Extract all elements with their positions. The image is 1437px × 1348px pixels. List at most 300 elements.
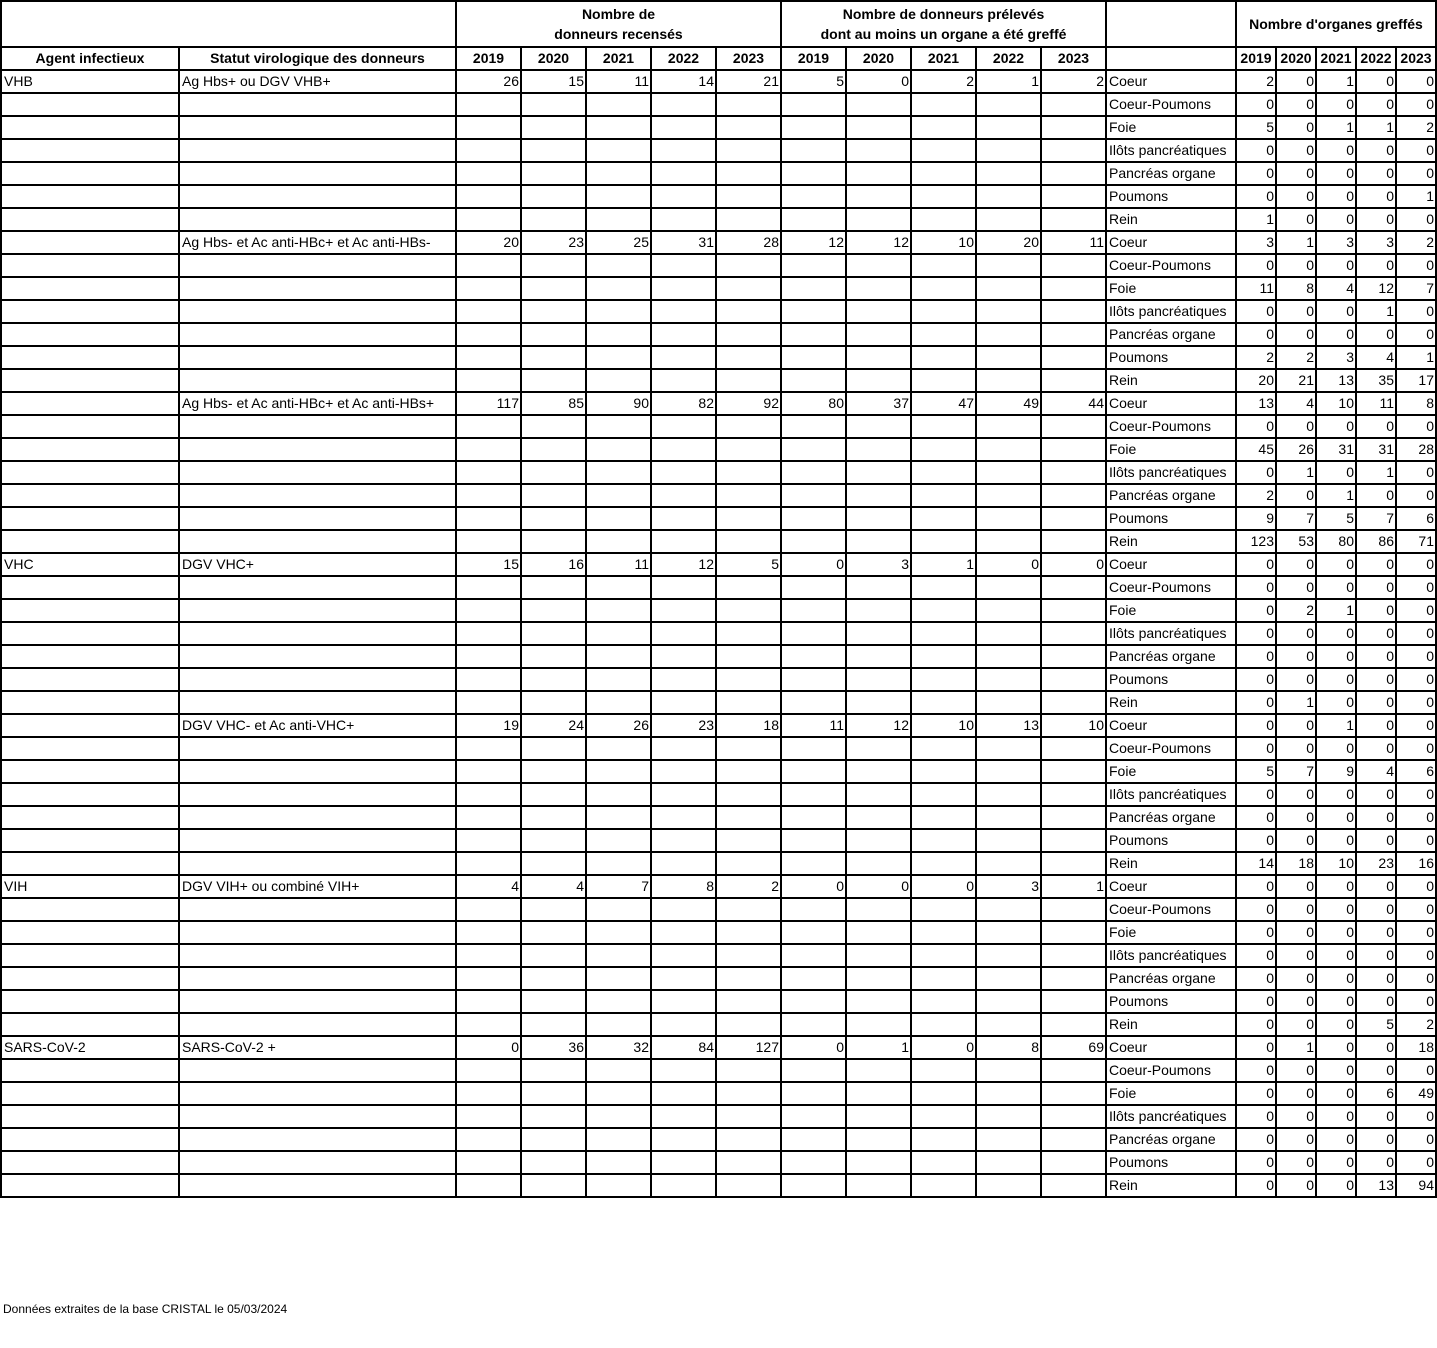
greffes-cell: 0: [1316, 668, 1356, 691]
statut-cell: [179, 162, 456, 185]
recenses-cell: [586, 645, 651, 668]
table-row: [1, 1082, 1436, 1105]
greffes-cell: 10: [1316, 392, 1356, 415]
year-header: 2023: [1396, 47, 1436, 70]
preleves-cell: [781, 139, 846, 162]
greffes-cell: 1: [1276, 461, 1316, 484]
recenses-cell: 18: [716, 714, 781, 737]
recenses-cell: [586, 599, 651, 622]
greffes-cell: 5: [1236, 116, 1276, 139]
organ-name-cell: Ilôts pancréatiques: [1106, 139, 1236, 162]
preleves-cell: [846, 1128, 911, 1151]
statut-cell: [179, 990, 456, 1013]
preleves-cell: [781, 668, 846, 691]
organ-name-cell: Coeur-Poumons: [1106, 576, 1236, 599]
recenses-cell: [586, 185, 651, 208]
greffes-cell: 0: [1236, 323, 1276, 346]
agent-cell: [1, 1082, 179, 1105]
greffes-cell: 0: [1316, 254, 1356, 277]
recenses-cell: [521, 139, 586, 162]
header-blank-left: [1, 1, 456, 47]
recenses-cell: [651, 829, 716, 852]
statut-cell: [179, 415, 456, 438]
preleves-cell: [976, 852, 1041, 875]
recenses-cell: [456, 162, 521, 185]
recenses-cell: [651, 415, 716, 438]
greffes-cell: 28: [1396, 438, 1436, 461]
preleves-cell: [911, 852, 976, 875]
source-footnote: Données extraites de la base CRISTAL le 05/03/2024: [3, 1302, 288, 1316]
greffes-cell: 0: [1276, 645, 1316, 668]
preleves-cell: [1041, 1174, 1106, 1197]
greffes-cell: 0: [1396, 875, 1436, 898]
greffes-cell: 0: [1236, 1036, 1276, 1059]
preleves-cell: [911, 277, 976, 300]
greffes-cell: 0: [1316, 990, 1356, 1013]
recenses-cell: [716, 829, 781, 852]
greffes-cell: 16: [1396, 852, 1436, 875]
year-header: 2022: [1356, 47, 1396, 70]
recenses-cell: [716, 760, 781, 783]
greffes-cell: 0: [1236, 668, 1276, 691]
recenses-cell: [456, 783, 521, 806]
preleves-cell: [911, 829, 976, 852]
preleves-cell: [976, 254, 1041, 277]
greffes-cell: 0: [1316, 1174, 1356, 1197]
greffes-cell: 0: [1276, 70, 1316, 93]
greffes-cell: 0: [1396, 783, 1436, 806]
greffes-cell: 0: [1276, 576, 1316, 599]
recenses-cell: [521, 944, 586, 967]
preleves-cell: [846, 622, 911, 645]
preleves-cell: [781, 599, 846, 622]
recenses-cell: [586, 691, 651, 714]
recenses-cell: [586, 484, 651, 507]
header-row-years: [1, 47, 1436, 70]
preleves-cell: [976, 668, 1041, 691]
recenses-cell: 2: [716, 875, 781, 898]
greffes-cell: 0: [1316, 415, 1356, 438]
preleves-cell: [976, 277, 1041, 300]
table-row: [1, 875, 1436, 898]
greffes-cell: 0: [1236, 162, 1276, 185]
recenses-cell: [651, 1059, 716, 1082]
table-row: [1, 990, 1436, 1013]
organ-name-cell: Pancréas organe: [1106, 1128, 1236, 1151]
recenses-cell: [456, 668, 521, 691]
statut-cell: Ag Hbs- et Ac anti-HBc+ et Ac anti-HBs+: [179, 392, 456, 415]
greffes-cell: 0: [1396, 829, 1436, 852]
recenses-cell: [716, 208, 781, 231]
recenses-cell: 24: [521, 714, 586, 737]
preleves-cell: [781, 300, 846, 323]
recenses-cell: [716, 484, 781, 507]
preleves-cell: 10: [911, 714, 976, 737]
greffes-cell: 31: [1316, 438, 1356, 461]
greffes-cell: 7: [1276, 760, 1316, 783]
agent-cell: [1, 691, 179, 714]
statut-cell: [179, 323, 456, 346]
greffes-cell: 0: [1396, 461, 1436, 484]
preleves-cell: [781, 760, 846, 783]
agent-cell: [1, 944, 179, 967]
recenses-cell: 7: [586, 875, 651, 898]
statut-cell: Ag Hbs+ ou DGV VHB+: [179, 70, 456, 93]
recenses-cell: [586, 760, 651, 783]
organ-name-cell: Ilôts pancréatiques: [1106, 783, 1236, 806]
recenses-cell: [521, 484, 586, 507]
recenses-cell: [716, 852, 781, 875]
recenses-cell: 84: [651, 1036, 716, 1059]
recenses-cell: [651, 530, 716, 553]
preleves-cell: [911, 898, 976, 921]
preleves-cell: [1041, 530, 1106, 553]
agent-cell: [1, 622, 179, 645]
recenses-cell: [456, 645, 521, 668]
recenses-cell: [456, 1174, 521, 1197]
greffes-cell: 0: [1356, 415, 1396, 438]
table-row: [1, 415, 1436, 438]
preleves-cell: [1041, 1059, 1106, 1082]
organ-name-cell: Foie: [1106, 1082, 1236, 1105]
preleves-cell: [846, 530, 911, 553]
preleves-cell: [846, 323, 911, 346]
agent-cell: [1, 1013, 179, 1036]
table-row: [1, 1151, 1436, 1174]
greffes-cell: 0: [1276, 990, 1316, 1013]
preleves-cell: [781, 691, 846, 714]
agent-cell: [1, 162, 179, 185]
greffes-cell: 23: [1356, 852, 1396, 875]
recenses-cell: [456, 944, 521, 967]
greffes-cell: 0: [1396, 1105, 1436, 1128]
greffes-cell: 0: [1276, 415, 1316, 438]
preleves-cell: [1041, 1013, 1106, 1036]
greffes-cell: 0: [1316, 1059, 1356, 1082]
preleves-cell: [911, 461, 976, 484]
agent-cell: [1, 300, 179, 323]
greffes-cell: 86: [1356, 530, 1396, 553]
preleves-cell: [846, 162, 911, 185]
recenses-cell: [521, 93, 586, 116]
table-row: [1, 944, 1436, 967]
greffes-cell: 0: [1316, 829, 1356, 852]
statut-cell: [179, 530, 456, 553]
table-row: [1, 139, 1436, 162]
preleves-cell: [976, 783, 1041, 806]
table-row: [1, 346, 1436, 369]
recenses-cell: [586, 783, 651, 806]
preleves-cell: [846, 139, 911, 162]
preleves-cell: [781, 484, 846, 507]
statut-cell: [179, 277, 456, 300]
greffes-cell: 1: [1316, 70, 1356, 93]
preleves-cell: [1041, 346, 1106, 369]
greffes-cell: 0: [1396, 944, 1436, 967]
preleves-cell: [976, 829, 1041, 852]
preleves-cell: [781, 645, 846, 668]
recenses-cell: [716, 645, 781, 668]
agent-cell: [1, 645, 179, 668]
greffes-cell: 0: [1276, 668, 1316, 691]
statut-cell: [179, 1174, 456, 1197]
preleves-cell: [911, 944, 976, 967]
statut-cell: [179, 645, 456, 668]
preleves-cell: [781, 208, 846, 231]
preleves-cell: [911, 323, 976, 346]
preleves-cell: [911, 369, 976, 392]
preleves-cell: [846, 346, 911, 369]
recenses-cell: [456, 415, 521, 438]
greffes-cell: 0: [1356, 622, 1396, 645]
preleves-cell: [911, 576, 976, 599]
preleves-cell: [1041, 208, 1106, 231]
greffes-cell: 1: [1396, 185, 1436, 208]
greffes-cell: 0: [1236, 93, 1276, 116]
greffes-cell: 0: [1276, 898, 1316, 921]
preleves-cell: [1041, 691, 1106, 714]
agent-cell: [1, 1128, 179, 1151]
preleves-cell: [781, 346, 846, 369]
organ-header-blank: [1106, 47, 1236, 70]
greffes-cell: 1: [1316, 599, 1356, 622]
greffes-cell: 0: [1396, 806, 1436, 829]
greffes-cell: 0: [1316, 1128, 1356, 1151]
preleves-cell: [846, 944, 911, 967]
recenses-cell: [651, 116, 716, 139]
organ-name-cell: Poumons: [1106, 1151, 1236, 1174]
preleves-cell: 3: [846, 553, 911, 576]
statut-cell: [179, 1013, 456, 1036]
recenses-cell: [716, 944, 781, 967]
preleves-cell: [911, 783, 976, 806]
greffes-cell: 9: [1236, 507, 1276, 530]
recenses-cell: [716, 576, 781, 599]
greffes-cell: 0: [1396, 714, 1436, 737]
organ-name-cell: Foie: [1106, 277, 1236, 300]
recenses-cell: [521, 1128, 586, 1151]
preleves-cell: [976, 185, 1041, 208]
preleves-cell: 1: [1041, 875, 1106, 898]
greffes-cell: 5: [1356, 1013, 1396, 1036]
recenses-cell: 36: [521, 1036, 586, 1059]
recenses-cell: [521, 1105, 586, 1128]
recenses-cell: [651, 1128, 716, 1151]
greffes-cell: 0: [1396, 162, 1436, 185]
recenses-cell: [716, 185, 781, 208]
organ-name-cell: Rein: [1106, 208, 1236, 231]
preleves-cell: [911, 1013, 976, 1036]
greffes-cell: 1: [1316, 484, 1356, 507]
recenses-cell: [586, 415, 651, 438]
statut-cell: [179, 783, 456, 806]
agent-cell: [1, 392, 179, 415]
greffes-cell: 0: [1356, 93, 1396, 116]
preleves-cell: [911, 668, 976, 691]
greffes-cell: 4: [1356, 760, 1396, 783]
preleves-cell: [846, 852, 911, 875]
table-row: [1, 737, 1436, 760]
preleves-cell: [1041, 1128, 1106, 1151]
agent-cell: [1, 990, 179, 1013]
agent-cell: [1, 116, 179, 139]
recenses-cell: 23: [651, 714, 716, 737]
recenses-cell: [586, 93, 651, 116]
greffes-cell: 0: [1356, 714, 1396, 737]
preleves-cell: [976, 806, 1041, 829]
greffes-cell: 2: [1236, 346, 1276, 369]
preleves-cell: 0: [1041, 553, 1106, 576]
preleves-cell: [1041, 93, 1106, 116]
greffes-cell: 0: [1276, 553, 1316, 576]
greffes-cell: 0: [1356, 162, 1396, 185]
preleves-cell: [781, 277, 846, 300]
recenses-cell: [586, 1128, 651, 1151]
recenses-cell: [521, 185, 586, 208]
recenses-cell: 14: [651, 70, 716, 93]
organ-name-cell: Coeur-Poumons: [1106, 415, 1236, 438]
greffes-cell: 0: [1356, 323, 1396, 346]
table-row: [1, 323, 1436, 346]
greffes-cell: 1: [1276, 231, 1316, 254]
preleves-cell: 37: [846, 392, 911, 415]
greffes-cell: 6: [1356, 1082, 1396, 1105]
preleves-cell: 0: [781, 1036, 846, 1059]
organ-name-cell: Ilôts pancréatiques: [1106, 461, 1236, 484]
recenses-cell: [586, 967, 651, 990]
greffes-cell: 0: [1316, 898, 1356, 921]
table-row: [1, 1105, 1436, 1128]
recenses-cell: [716, 1059, 781, 1082]
recenses-cell: [456, 622, 521, 645]
preleves-cell: [1041, 898, 1106, 921]
recenses-cell: 21: [716, 70, 781, 93]
recenses-cell: [651, 967, 716, 990]
greffes-cell: 0: [1236, 875, 1276, 898]
table-row: [1, 231, 1436, 254]
greffes-cell: 1: [1316, 714, 1356, 737]
preleves-cell: [976, 507, 1041, 530]
recenses-cell: [456, 1082, 521, 1105]
preleves-cell: [911, 530, 976, 553]
recenses-cell: 117: [456, 392, 521, 415]
preleves-cell: [846, 1082, 911, 1105]
recenses-cell: [651, 576, 716, 599]
agent-cell: [1, 484, 179, 507]
greffes-cell: 1: [1396, 346, 1436, 369]
preleves-cell: 0: [846, 875, 911, 898]
greffes-cell: 71: [1396, 530, 1436, 553]
table-row: [1, 760, 1436, 783]
recenses-cell: [651, 1174, 716, 1197]
greffes-cell: 0: [1396, 898, 1436, 921]
statut-cell: [179, 1105, 456, 1128]
recenses-cell: [586, 1174, 651, 1197]
recenses-cell: [586, 461, 651, 484]
preleves-cell: [976, 116, 1041, 139]
greffes-cell: 0: [1316, 783, 1356, 806]
recenses-cell: [716, 806, 781, 829]
statut-cell: [179, 93, 456, 116]
greffes-cell: 0: [1276, 806, 1316, 829]
greffes-cell: 13: [1236, 392, 1276, 415]
preleves-cell: [976, 461, 1041, 484]
agent-cell: VHB: [1, 70, 179, 93]
recenses-cell: [521, 967, 586, 990]
recenses-cell: [586, 898, 651, 921]
recenses-cell: [456, 760, 521, 783]
preleves-cell: [976, 438, 1041, 461]
header-preleves: Nombre de donneurs prélevés dont au moins un organe a été greffé: [781, 1, 1106, 47]
preleves-cell: [911, 1105, 976, 1128]
greffes-cell: 4: [1356, 346, 1396, 369]
recenses-cell: [651, 1151, 716, 1174]
table-body: [1, 70, 1436, 1197]
recenses-cell: [651, 852, 716, 875]
greffes-cell: 0: [1236, 1128, 1276, 1151]
agent-cell: [1, 806, 179, 829]
recenses-cell: [651, 806, 716, 829]
recenses-cell: [456, 990, 521, 1013]
preleves-cell: [846, 921, 911, 944]
preleves-cell: 0: [911, 875, 976, 898]
recenses-cell: [716, 300, 781, 323]
preleves-cell: [781, 507, 846, 530]
organ-name-cell: Poumons: [1106, 346, 1236, 369]
recenses-cell: [716, 737, 781, 760]
preleves-cell: [846, 438, 911, 461]
organ-name-cell: Foie: [1106, 599, 1236, 622]
recenses-cell: [521, 783, 586, 806]
preleves-cell: [976, 1151, 1041, 1174]
preleves-cell: [846, 990, 911, 1013]
preleves-cell: [846, 507, 911, 530]
recenses-cell: [521, 990, 586, 1013]
recenses-cell: [716, 967, 781, 990]
statut-cell: [179, 760, 456, 783]
agent-cell: [1, 507, 179, 530]
agent-cell: SARS-CoV-2: [1, 1036, 179, 1059]
recenses-cell: 5: [716, 553, 781, 576]
greffes-cell: 0: [1396, 645, 1436, 668]
greffes-cell: 0: [1276, 323, 1316, 346]
recenses-cell: [716, 921, 781, 944]
greffes-cell: 0: [1356, 484, 1396, 507]
greffes-cell: 0: [1396, 921, 1436, 944]
preleves-cell: [846, 116, 911, 139]
preleves-cell: [846, 277, 911, 300]
greffes-cell: 11: [1236, 277, 1276, 300]
table-row: [1, 829, 1436, 852]
agent-cell: [1, 576, 179, 599]
greffes-cell: 0: [1356, 645, 1396, 668]
greffes-cell: 0: [1316, 921, 1356, 944]
statut-cell: [179, 668, 456, 691]
preleves-cell: [911, 507, 976, 530]
agent-cell: [1, 369, 179, 392]
preleves-cell: [911, 208, 976, 231]
greffes-cell: 0: [1236, 1082, 1276, 1105]
organ-name-cell: Pancréas organe: [1106, 645, 1236, 668]
preleves-cell: [976, 1105, 1041, 1128]
preleves-cell: [846, 300, 911, 323]
organ-name-cell: Pancréas organe: [1106, 323, 1236, 346]
preleves-cell: 47: [911, 392, 976, 415]
preleves-cell: 44: [1041, 392, 1106, 415]
table-row: [1, 1059, 1436, 1082]
col-statut-header: Statut virologique des donneurs: [179, 47, 456, 70]
organ-name-cell: Ilôts pancréatiques: [1106, 944, 1236, 967]
